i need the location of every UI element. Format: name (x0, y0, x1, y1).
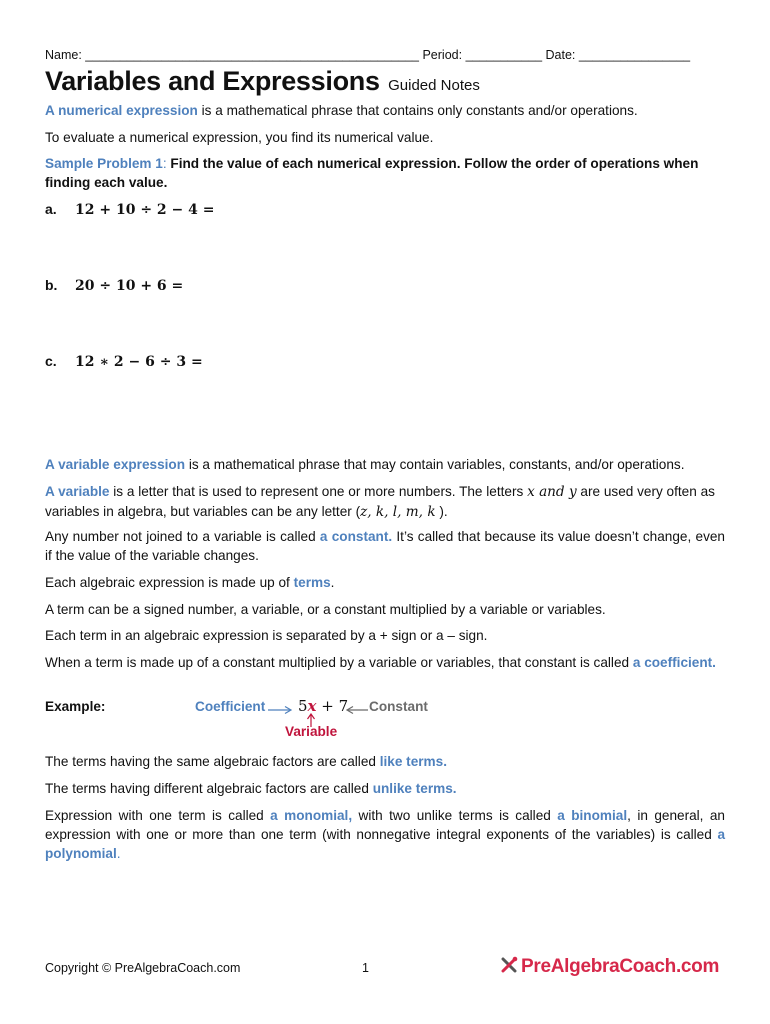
period-blank: ___________ (465, 48, 543, 62)
definition-text: The terms having the same algebraic factors are called (45, 754, 380, 769)
page-number: 1 (362, 961, 369, 975)
definition-text: Any number not joined to a variable is called (45, 529, 320, 544)
page-title (45, 66, 480, 97)
term-variable: A variable (45, 484, 110, 499)
term-coefficient: a coefficient. (632, 655, 716, 670)
date-blank: ________________ (578, 48, 691, 62)
definition-text: When a term is made up of a constant multiplied by a variable or variables, that constant is called (45, 655, 633, 670)
period-label: Period: (419, 48, 466, 62)
definition-text: The terms having different algebraic factors are called (45, 781, 373, 796)
problem-expression: 12 ∗ 2 − 6 ÷ 3 = (75, 354, 203, 370)
problem-label: c. (45, 353, 57, 369)
problem-label: a. (45, 201, 57, 217)
example-coefficient: 5 (298, 697, 308, 715)
example-variable: x (307, 697, 317, 715)
term-numerical-expression: A numerical expression (45, 103, 198, 118)
definition-text: Expression with one term is called (45, 808, 271, 823)
term-like-terms: like terms. (379, 754, 447, 769)
coefficient-label (195, 699, 265, 714)
problem-expression: 12 + 10 ÷ 2 − 4 = (75, 202, 215, 218)
term-polynomial: polynomial (45, 846, 117, 861)
unlike-terms-text (45, 779, 725, 798)
logo-text: PreAlgebraCoach.com (521, 956, 720, 977)
footer-copyright: Copyright © PreAlgebraCoach.com (45, 961, 241, 975)
problem-b (45, 277, 183, 294)
header-line (45, 48, 690, 62)
coefficient-definition (45, 653, 725, 672)
sample-problem-label: Sample Problem 1 (45, 156, 163, 171)
definition-text: are used very often as variables in algebra, but variables can be any letter ( (45, 484, 715, 519)
definition-text: , in general, an expression with one or more than one term (with nonnegative integral exponents of the variables) is called (45, 808, 725, 842)
numerical-expression-definition (45, 101, 725, 120)
name-blank: ________________________________________________ (85, 48, 419, 62)
sample-problem-heading (45, 154, 725, 192)
term-monomial: a monomial, (270, 808, 353, 823)
variable-expression-definition (45, 455, 725, 474)
problem-expression: 20 ÷ 10 + 6 = (75, 278, 184, 294)
left-arrow-icon (346, 705, 368, 715)
math-letters: z, k, l, m, k (360, 504, 436, 520)
example-rest: + 7 (316, 697, 349, 715)
sample-problem-instruction: Find the value of each numerical expression. Follow the order of operations when finding each value. (45, 156, 699, 190)
right-arrow-icon (268, 705, 294, 715)
problem-c (45, 353, 203, 370)
variable-definition (45, 482, 725, 522)
like-terms-text (45, 752, 725, 771)
polynomial-text (45, 806, 725, 863)
term-definition-text: A term can be a signed number, a variable, or a constant multiplied by a variable or variables. (45, 602, 606, 617)
name-label: Name: (45, 48, 86, 62)
problem-label: b. (45, 277, 58, 293)
math-x-and-y: x and y (527, 484, 577, 500)
constant-label: Constant (369, 699, 428, 714)
definition-text: with two unlike terms is called (352, 808, 558, 823)
example-label: Example: (45, 699, 106, 714)
title-main: Variables and Expressions (45, 66, 380, 96)
tools-icon (500, 956, 520, 974)
terms-text (45, 573, 725, 592)
title-sub: Guided Notes (388, 77, 480, 94)
sample-problem-colon: : (162, 156, 167, 171)
constant-definition (45, 527, 725, 565)
separated-text: Each term in an algebraic expression is separated by a + sign or a – sign. (45, 628, 488, 643)
definition-text: is a mathematical phrase that may contain variables, constants, and/or operations. (185, 457, 685, 472)
term-terms: terms (293, 575, 331, 590)
logo (500, 956, 719, 978)
polynomial-end: . (116, 846, 121, 861)
definition-text: is a mathematical phrase that contains only constants and/or operations. (197, 103, 638, 118)
definition-text: is a letter that is used to represent one or more numbers. The letters (109, 484, 528, 499)
term-constant: a constant. (319, 529, 393, 544)
definition-text: . (330, 575, 335, 590)
date-label: Date: (542, 48, 579, 62)
problem-a (45, 201, 215, 218)
evaluate-text: To evaluate a numerical expression, you find its numerical value. (45, 130, 434, 145)
definition-text: ). (435, 504, 448, 519)
term-polynomial-a: a (717, 827, 725, 842)
term-binomial: a binomial (557, 808, 628, 823)
coefficient-label-text: Coefficient (195, 699, 266, 714)
definition-text: It’s called that because its value doesn’t change, even if the value of the variable changes. (45, 529, 725, 563)
definition-text: Each algebraic expression is made up of (45, 575, 294, 590)
variable-label: Variable (285, 724, 338, 739)
term-variable-expression: A variable expression (45, 457, 186, 472)
term-unlike-terms: unlike terms. (372, 781, 457, 796)
